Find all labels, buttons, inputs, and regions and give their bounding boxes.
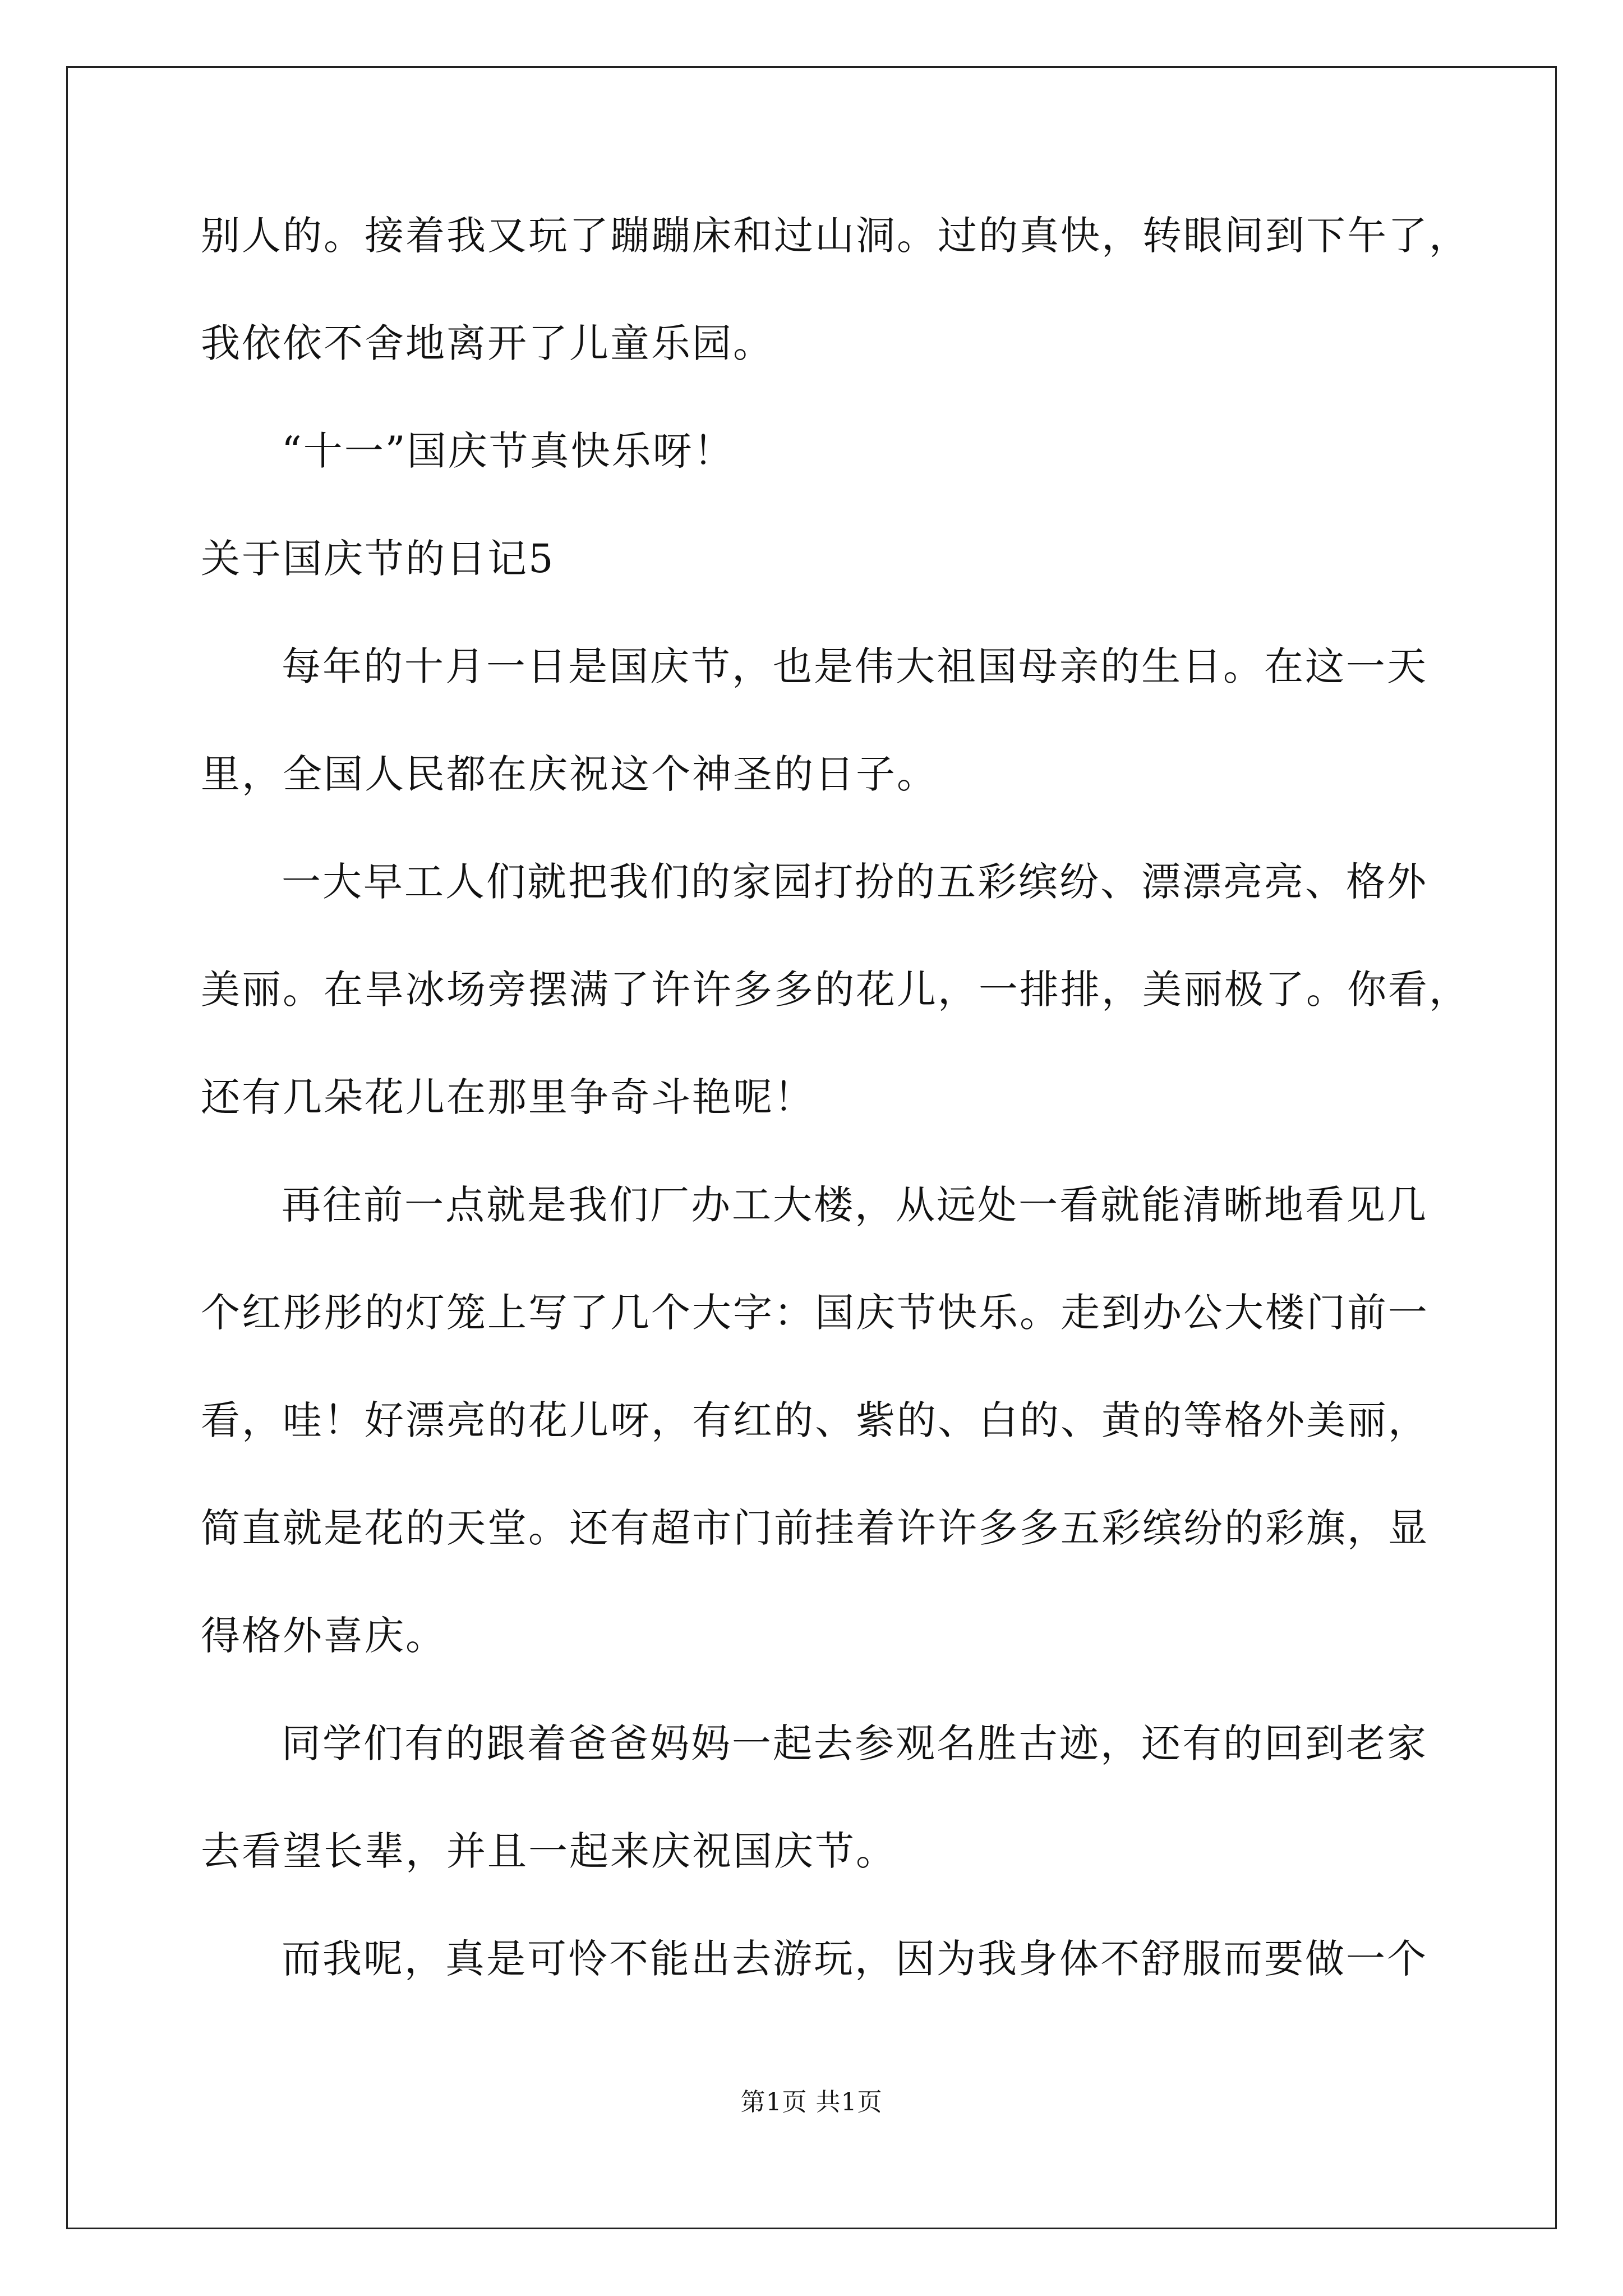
text-line: 再往前一点就是我们厂办工大楼，从远处一看就能清晰地看见几 (282, 1182, 1428, 1228)
text-line: 我依依不舍地离开了儿童乐园。 (201, 320, 774, 366)
text-line: 每年的十月一日是国庆节，也是伟大祖国母亲的生日。在这一天 (282, 643, 1428, 689)
document-body (201, 209, 1470, 2040)
text-line: 美丽。在旱冰场旁摆满了许许多多的花儿，一排排，美丽极了。你看， (201, 967, 1470, 1013)
text-line: 简直就是花的天堂。还有超市门前挂着许许多多五彩缤纷的彩旗，显 (201, 1505, 1429, 1551)
page-footer: 第1页 共1页 (740, 2088, 883, 2116)
text-line: 看，哇！好漂亮的花儿呀，有红的、紫的、白的、黄的等格外美丽， (201, 1397, 1429, 1443)
section-heading: 关于国庆节的日记5 (201, 536, 555, 582)
text-line: 得格外喜庆。 (201, 1613, 446, 1659)
text-line: 还有几朵花儿在那里争奇斗艳呢！ (201, 1074, 815, 1120)
text-line: 同学们有的跟着爸爸妈妈一起去参观名胜古迹，还有的回到老家 (282, 1720, 1428, 1766)
text-line: 而我呢，真是可怜不能出去游玩，因为我身体不舒服而要做一个 (282, 1936, 1428, 1982)
text-line: 别人的。接着我又玩了蹦蹦床和过山洞。过的真快，转眼间到下午了， (201, 213, 1470, 259)
text-line: 一大早工人们就把我们的家园打扮的五彩缤纷、漂漂亮亮、格外 (282, 859, 1428, 905)
text-line: 去看望长辈，并且一起来庆祝国庆节。 (201, 1828, 897, 1874)
text-line: “十一”国庆节真快乐呀！ (282, 428, 735, 474)
text-line: 个红彤彤的灯笼上写了几个大字：国庆节快乐。走到办公大楼门前一 (201, 1290, 1429, 1336)
text-line: 里，全国人民都在庆祝这个神圣的日子。 (201, 751, 938, 797)
